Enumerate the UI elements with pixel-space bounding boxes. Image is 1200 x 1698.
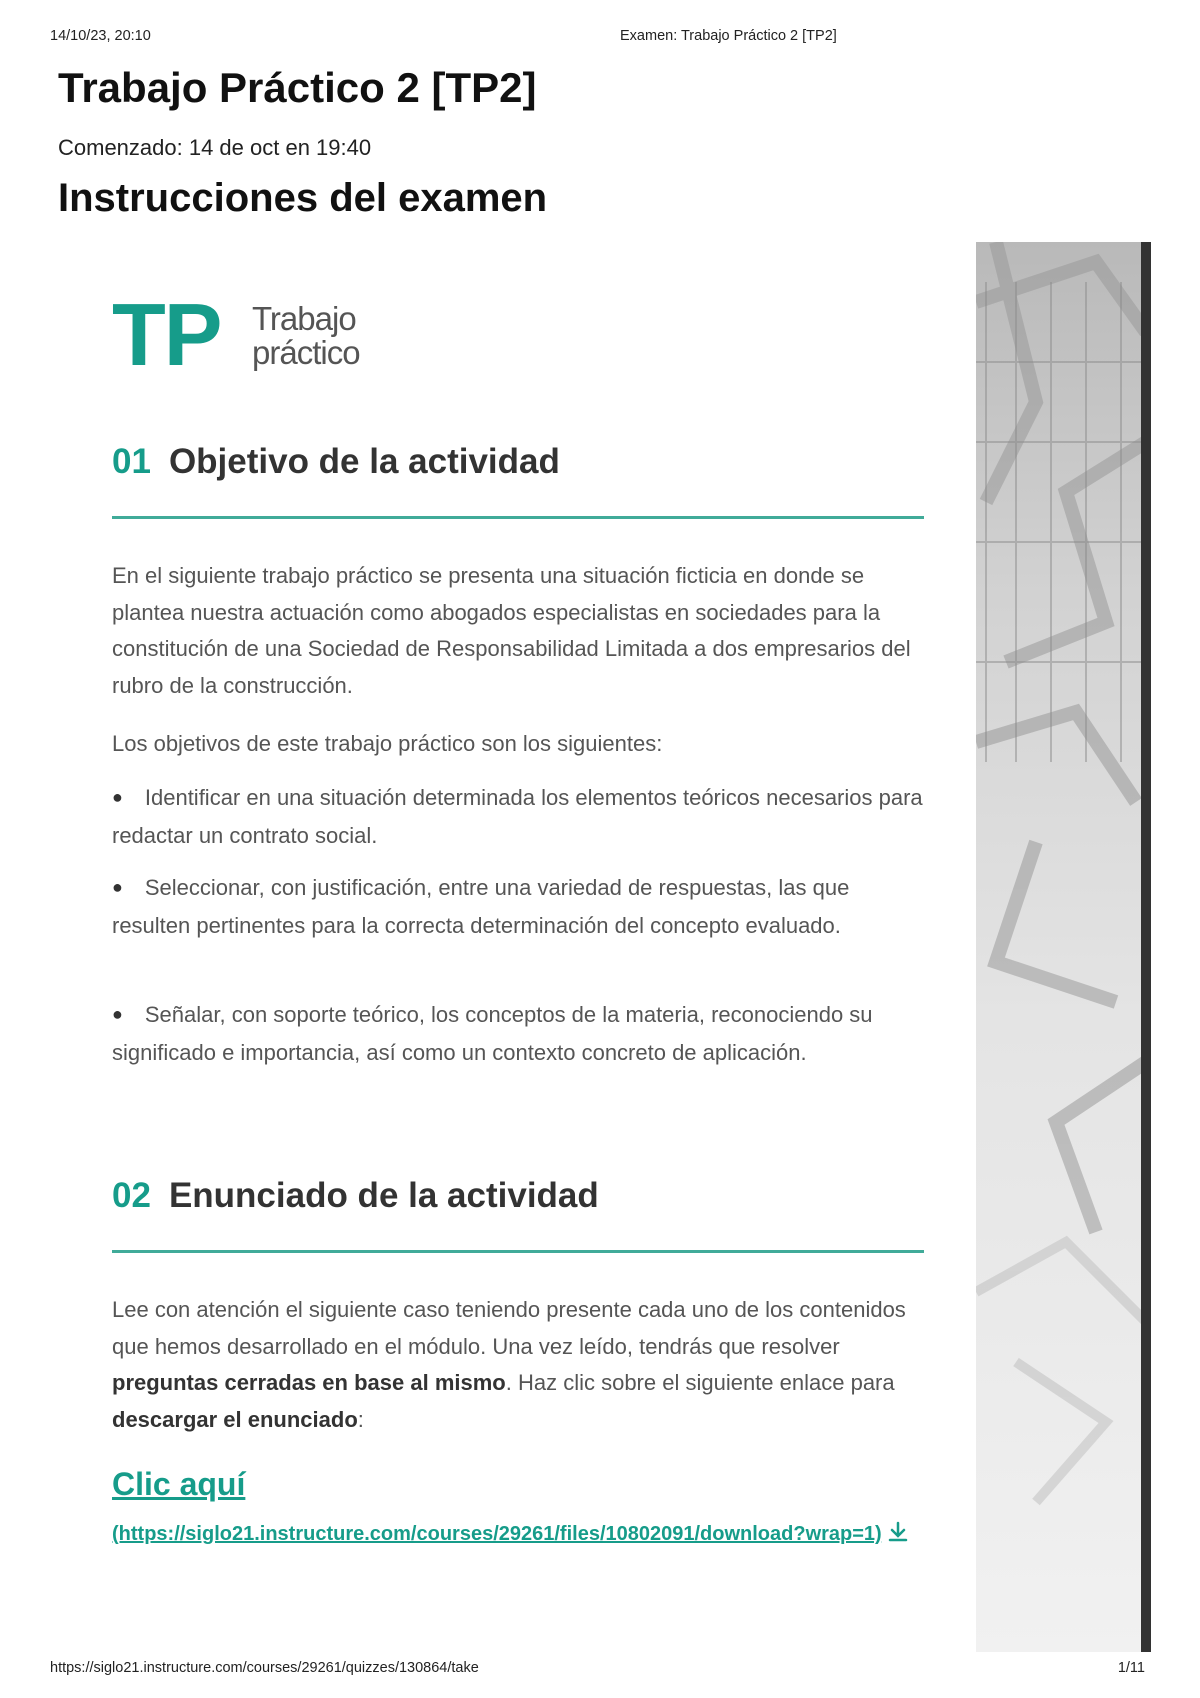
- section-2-number: 02: [112, 1176, 151, 1215]
- logo-line2: práctico: [252, 334, 360, 371]
- print-header: [50, 28, 1140, 48]
- section-2-heading: [112, 1176, 599, 1216]
- section-1-paragraph: En el siguiente trabajo práctico se presenta una situación ficticia en donde se plantea nuestra actuación como abogados especialistas en sociedades para la constitución de una Sociedad de Responsabilidad Limitada a dos empresarios del rubro de la construcción.: [112, 563, 911, 698]
- objective-item: ● Seleccionar, con justificación, entre una variedad de respuestas, las que resulten pertinentes para la correcta determinación del concepto evaluado.: [112, 875, 850, 938]
- bullet-icon: ●: [112, 877, 123, 897]
- section-2-divider: [112, 1250, 924, 1253]
- print-page-number: 1/11: [1117, 1660, 1145, 1676]
- tp-logo: [112, 285, 412, 384]
- objective-item: ● Señalar, con soporte teórico, los conceptos de la materia, reconociendo su significado e importancia, así como un contexto concreto de aplicación.: [112, 1002, 873, 1065]
- logo-line1: Trabajo: [252, 300, 356, 337]
- objectives-intro: Los objetivos de este trabajo práctico son los siguientes:: [112, 731, 663, 756]
- section-1-divider: [112, 516, 924, 519]
- print-doc-title: Examen: Trabajo Práctico 2 [TP2]: [620, 28, 837, 44]
- section-1-title: Objetivo de la actividad: [168, 442, 560, 481]
- section-2-title: Enunciado de la actividad: [168, 1176, 599, 1215]
- section-1-number: 01: [112, 442, 151, 481]
- section-2-paragraph: Lee con atención el siguiente caso teniendo presente cada uno de los contenidos que hemos desarrollado en el módulo. Una vez leído, tendrás que resolver preguntas cerradas en base al mismo. Haz clic sobre el siguiente enlace para descargar el enunciado:: [112, 1297, 906, 1432]
- clic-aqui-link[interactable]: Clic aquí: [112, 1466, 246, 1502]
- download-url[interactable]: (https://siglo21.instructure.com/courses/29261/files/10802091/download?wrap=1): [112, 1523, 882, 1545]
- started-timestamp: Comenzado: 14 de oct en 19:40: [58, 135, 372, 160]
- download-link[interactable]: [112, 1516, 912, 1557]
- instructions-title: Instrucciones del examen: [58, 176, 548, 220]
- scrollbar[interactable]: [1141, 242, 1151, 1652]
- objective-item: ● Identificar en una situación determinada los elementos teóricos necesarios para redactar un contrato social.: [112, 785, 923, 848]
- section-1-heading: [112, 442, 560, 482]
- page-title: Trabajo Práctico 2 [TP2]: [58, 64, 537, 111]
- decorative-architecture-image: [976, 242, 1146, 1652]
- bullet-icon: ●: [112, 1004, 123, 1024]
- download-icon[interactable]: [886, 1520, 910, 1557]
- bullet-icon: ●: [112, 787, 123, 807]
- logo-subtitle: [252, 302, 360, 370]
- print-datetime: 14/10/23, 20:10: [50, 28, 151, 44]
- print-footer-url: https://siglo21.instructure.com/courses/29261/quizzes/130864/take: [50, 1660, 479, 1676]
- logo-tp-letters: TP: [112, 285, 221, 384]
